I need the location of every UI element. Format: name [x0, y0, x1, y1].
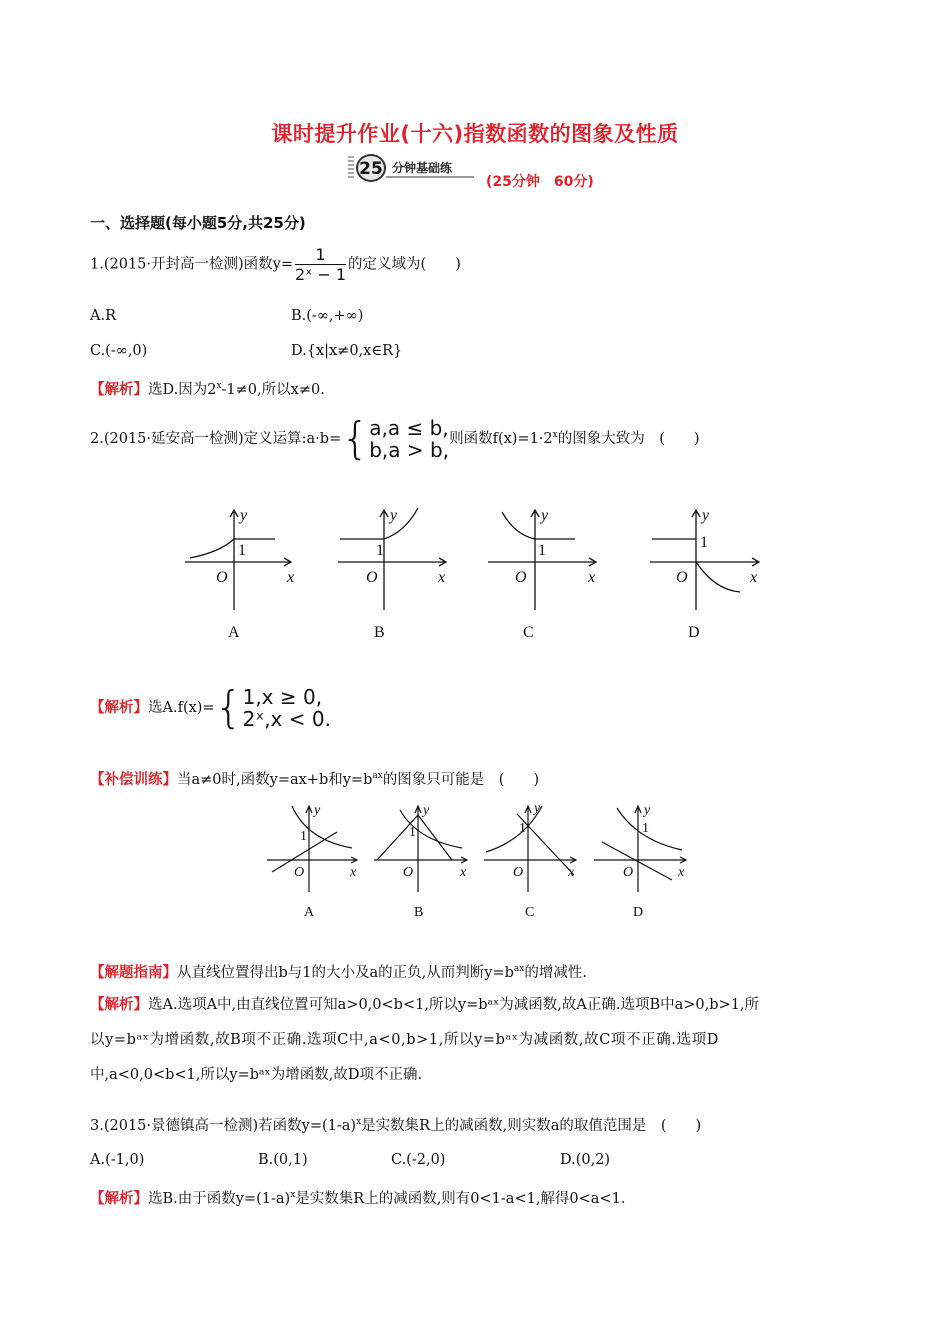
- s-label-b: B: [414, 905, 424, 920]
- guide-sup: ax: [513, 964, 525, 975]
- q2-b-y-label: y: [390, 507, 398, 524]
- s-c-origin: O: [513, 865, 524, 880]
- q3-sup: x: [356, 1117, 362, 1128]
- supplement-graph-d: [594, 806, 686, 892]
- q2-brace: {: [341, 413, 370, 464]
- q1-denominator: 2ˣ − 1: [295, 265, 347, 284]
- q2-a-origin: O: [216, 569, 228, 586]
- s-b-x-label: x: [460, 865, 467, 880]
- s-a-y-label: y: [314, 803, 321, 818]
- q3-option-c: C.(-2,0): [391, 1152, 446, 1168]
- s-a-x-label: x: [350, 865, 357, 880]
- q2-c-x-label: x: [588, 569, 596, 586]
- s-label-a: A: [304, 905, 315, 920]
- q3-analysis: [90, 1187, 625, 1208]
- q2-label-c: C: [523, 624, 534, 641]
- q3-analysis-text-end: 是实数集R上的减函数,则有0<1-a<1,解得0<a<1.: [295, 1191, 626, 1207]
- question-3: [90, 1114, 701, 1135]
- supplement-graph-b: [374, 806, 467, 892]
- s-c-y-label: y: [534, 801, 541, 816]
- question-1: [90, 245, 461, 284]
- q3-option-d: D.(0,2): [560, 1152, 611, 1168]
- q1-analysis-text-end: -1≠0,所以x≠0.: [221, 382, 325, 398]
- s-b-y-label: y: [423, 803, 430, 818]
- q2-prefix: 2.(2015·延安高一检测)定义运算:a·b=: [90, 431, 342, 447]
- q3-analysis-sup: x: [290, 1190, 296, 1201]
- q1-analysis-sup: x: [216, 381, 222, 392]
- q1-analysis-tag: 【解析】: [90, 382, 148, 398]
- q2-label-a: A: [228, 624, 240, 641]
- timing-info: (25分钟 60分): [486, 174, 594, 190]
- q2-b-one: 1: [376, 542, 384, 559]
- supplement-analysis-line-3: 中,a<0,0<b<1,所以y=bᵃˣ为增函数,故D项不正确.: [90, 1067, 423, 1083]
- q2-graph-c: [488, 510, 596, 610]
- q1-analysis-text: 选D.因为2: [148, 382, 217, 398]
- q2-d-one: 1: [700, 534, 708, 551]
- supplement-text: 当a≠0时,函数y=ax+b和y=b: [177, 772, 373, 788]
- page-title: 课时提升作业(十六)指数函数的图象及性质: [271, 122, 679, 146]
- q2-d-x-label: x: [750, 569, 758, 586]
- q2-a-y-label: y: [240, 507, 248, 524]
- q1-suffix: 的定义域为( ): [348, 256, 461, 273]
- badge-number: 25: [356, 154, 386, 182]
- guide-text: 从直线位置得出b与1的大小及a的正负,从而判断y=b: [177, 965, 514, 981]
- question-2: [90, 413, 700, 464]
- q1-fraction: [295, 245, 346, 284]
- s-b-one: 1: [409, 825, 416, 840]
- supplement-analysis-line-2: 以y=bᵃˣ为增函数,故B项不正确.选项C中,a<0,b>1,所以y=bᵃˣ为减函数,故C项不正确.选项D: [90, 1032, 719, 1048]
- q2-analysis-case-2: 2ˣ,x < 0.: [242, 707, 331, 731]
- s-c-one: 1: [519, 821, 526, 836]
- s-a-origin: O: [294, 865, 305, 880]
- q2-analysis-prefix: 选A.f(x)=: [148, 700, 215, 716]
- s-label-c: C: [525, 905, 535, 920]
- q2-a-x-label: x: [287, 569, 295, 586]
- q2-d-y-label: y: [702, 507, 710, 524]
- q2-graph-a: [185, 510, 291, 610]
- s-d-one: 1: [642, 821, 649, 836]
- solution-guide: [90, 961, 587, 982]
- q2-case-2: b,a > b,: [369, 438, 450, 462]
- guide-text-end: 的增减性.: [524, 965, 587, 981]
- q2-cases: [369, 417, 449, 461]
- supplement-analysis: [90, 988, 860, 1093]
- q2-b-origin: O: [366, 569, 378, 586]
- q1-analysis: [90, 378, 325, 399]
- q2-d-origin: O: [676, 569, 688, 586]
- q3-text-end: 是实数集R上的减函数,则实数a的取值范围是 ( ): [361, 1118, 702, 1134]
- q1-numerator: 1: [295, 245, 346, 265]
- q2-suffix: 则函数f(x)=1·2: [449, 431, 553, 447]
- q2-label-b: B: [374, 624, 385, 641]
- s-label-d: D: [633, 905, 644, 920]
- supplement-graphs: [262, 800, 702, 925]
- badge-underline: [386, 176, 474, 178]
- q2-analysis-brace: {: [214, 682, 243, 733]
- q2-label-d: D: [688, 624, 700, 641]
- section-heading: 一、选择题(每小题5分,共25分): [90, 214, 306, 232]
- s-b-origin: O: [403, 865, 414, 880]
- s-c-x-label: x: [568, 865, 575, 880]
- q2-a-one: 1: [238, 542, 246, 559]
- section-badge: [356, 154, 476, 182]
- q2-c-origin: O: [515, 569, 527, 586]
- supplement-text-end: 的图象只可能是 ( ): [382, 772, 540, 788]
- q2-c-one: 1: [538, 542, 546, 559]
- q1-option-b: B.(-∞,+∞): [291, 308, 364, 324]
- supplement-analysis-text-1: 选A.选项A中,由直线位置可知a>0,0<b<1,所以y=bᵃˣ为减函数,故A正确.选项B中a>0,b>1,所: [148, 997, 760, 1013]
- supplement-sup: ax: [372, 771, 383, 782]
- q2-analysis-cases: [243, 686, 331, 730]
- q3-option-a: A.(-1,0): [90, 1152, 145, 1168]
- q1-option-a: A.R: [90, 308, 116, 324]
- q3-text: 3.(2015·景德镇高一检测)若函数y=(1-a): [90, 1118, 357, 1134]
- q2-case-1: a,a ≤ b,: [369, 416, 449, 440]
- q3-analysis-tag: 【解析】: [90, 1191, 148, 1207]
- q2-c-y-label: y: [541, 507, 549, 524]
- q3-analysis-text: 选B.由于函数y=(1-a): [148, 1191, 291, 1207]
- supplement-analysis-line-1: [90, 988, 860, 1023]
- q2-graphs: [180, 500, 780, 650]
- s-d-y-label: y: [644, 803, 651, 818]
- s-d-origin: O: [623, 865, 634, 880]
- q2-analysis-case-1: 1,x ≥ 0,: [242, 685, 323, 709]
- badge-decoration: [348, 156, 354, 180]
- badge-label: 分钟基础练: [392, 161, 453, 175]
- s-d-x-label: x: [678, 865, 685, 880]
- supplement-graph-c: [484, 806, 576, 892]
- q2-suffix-end: 的图象大致为 ( ): [557, 431, 700, 447]
- q3-option-b: B.(0,1): [258, 1152, 308, 1168]
- q1-prefix: 1.(2015·开封高一检测)函数y=: [90, 256, 293, 273]
- q2-graph-d: [650, 510, 759, 610]
- q1-option-c: C.(-∞,0): [90, 343, 148, 359]
- q2-suffix-sup: x: [552, 430, 558, 441]
- q2-b-x-label: x: [438, 569, 446, 586]
- supplement-graph-a: [267, 806, 357, 892]
- q1-option-d: D.{x|x≠0,x∈R}: [291, 343, 403, 359]
- s-a-one: 1: [300, 829, 307, 844]
- supplement-question: [90, 768, 539, 789]
- q2-analysis: [90, 682, 331, 733]
- guide-tag: 【解题指南】: [90, 965, 177, 981]
- supplement-analysis-tag: 【解析】: [90, 997, 148, 1013]
- q2-analysis-tag: 【解析】: [90, 700, 148, 716]
- supplement-tag: 【补偿训练】: [90, 772, 177, 788]
